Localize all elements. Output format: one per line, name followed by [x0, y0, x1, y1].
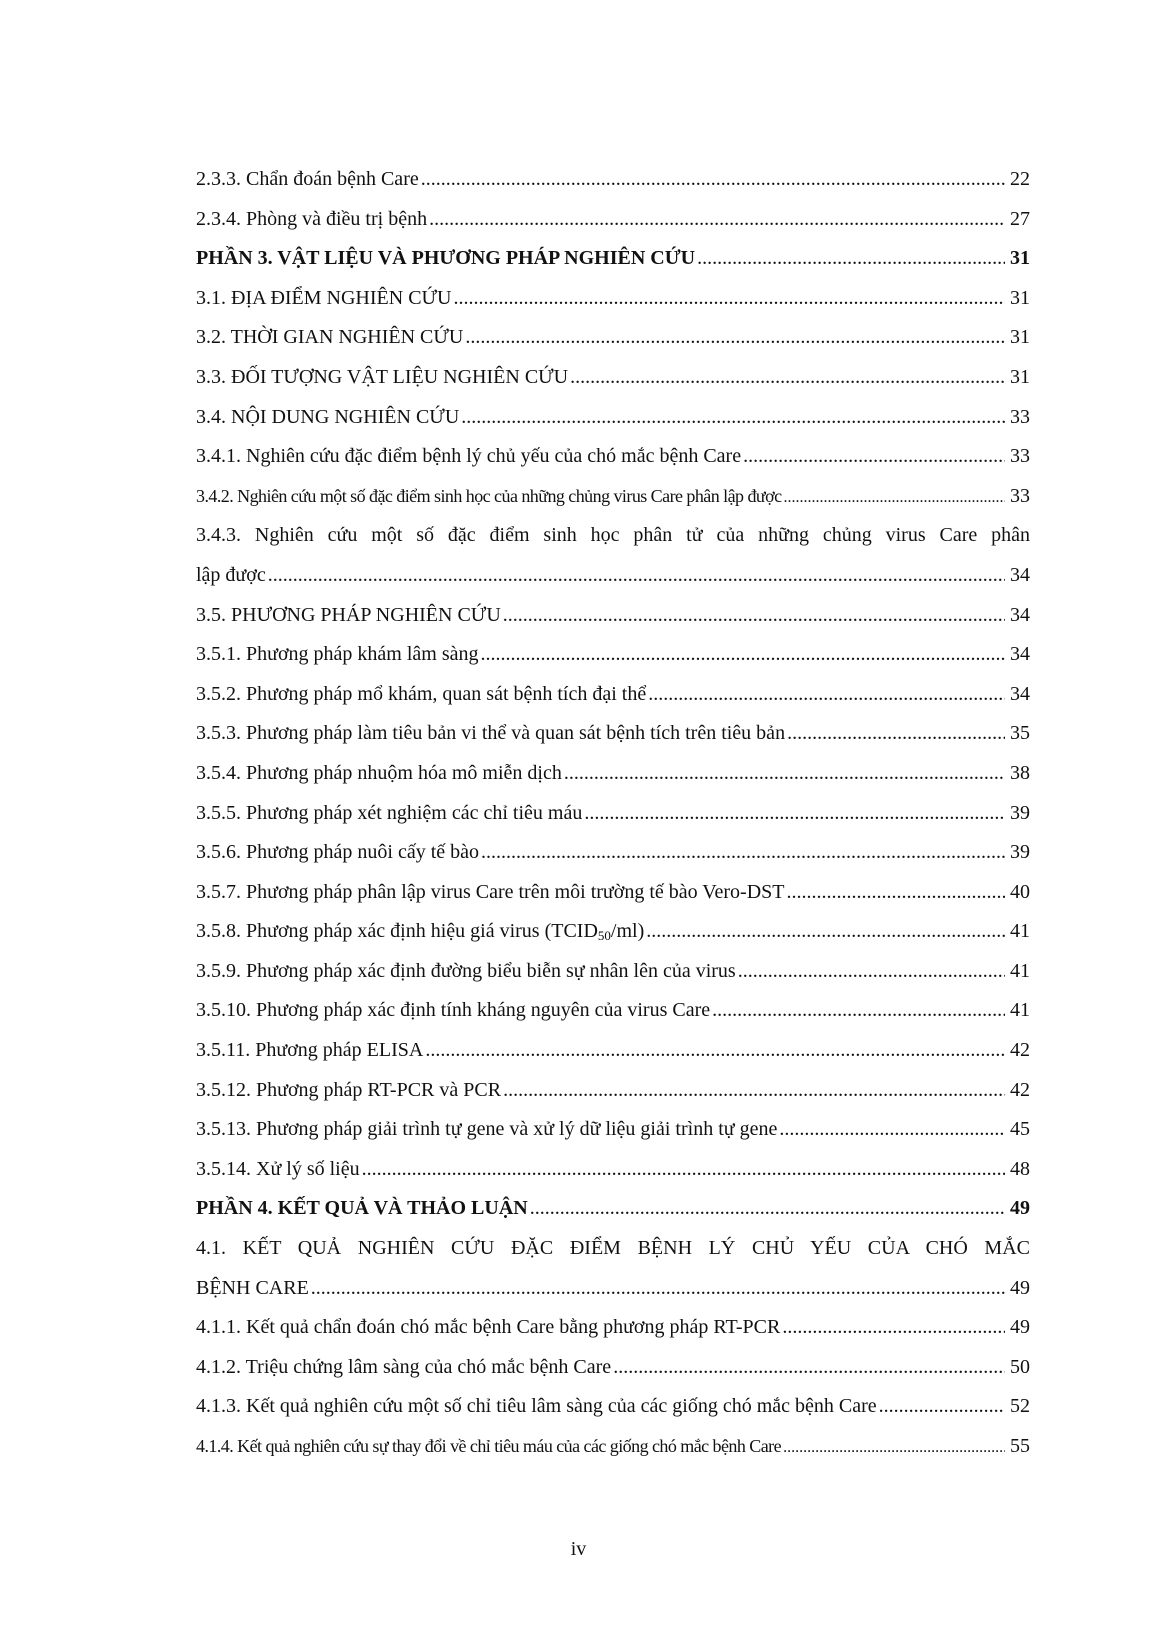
dot-leader [362, 1150, 1005, 1190]
toc-entry-3-5-14[interactable] [196, 1150, 1030, 1190]
toc-entry-title: 3.5.13. Phương pháp giải trình tự gene và xử lý dữ liệu giải trình tự gene [196, 1118, 778, 1141]
toc-entry-3-5-5[interactable] [196, 794, 1030, 834]
toc-entry-title: 3.4.1. Nghiên cứu đặc điểm bệnh lý chủ yếu của chó mắc bệnh Care [196, 445, 742, 468]
toc-entry-page: 31 [1010, 326, 1030, 349]
dot-leader [786, 873, 1005, 913]
dot-leader [784, 478, 1005, 517]
toc-entry-title: 3.1. ĐỊA ĐIỂM NGHIÊN CỨU [196, 286, 452, 309]
dot-leader [481, 833, 1005, 873]
toc-entry-4-1[interactable] [196, 1229, 1030, 1308]
toc-entry-title-line1: 4.1. KẾT QUẢ NGHIÊN CỨU ĐẶC ĐIỂM BỆNH LÝ CHỦ YẾU CỦA CHÓ MẮC [196, 1237, 1030, 1260]
toc-entry-part-4[interactable] [196, 1189, 1030, 1229]
toc-entry-title: 3.5.10. Phương pháp xác định tính kháng nguyên của virus Care [196, 999, 711, 1022]
table-of-contents [196, 160, 1030, 1467]
dot-leader [465, 318, 1005, 358]
toc-entry-page: 50 [1010, 1355, 1030, 1378]
toc-entry-2-3-3[interactable] [196, 160, 1030, 200]
toc-entry-title: 3.5.8. Phương pháp xác định hiệu giá virus $(TCID_{50}/ml)$ [196, 920, 645, 944]
toc-entry-title: 2.3.3. Chẩn đoán bệnh Care [196, 168, 419, 190]
toc-entry-2-3-4[interactable] [196, 200, 1030, 240]
dot-leader [530, 1189, 1005, 1229]
toc-entry-3-4-1[interactable] [196, 437, 1030, 477]
toc-entry-title: 3.5.7. Phương pháp phân lập virus Care trên môi trường tế bào Vero-DST [196, 880, 785, 903]
toc-entry-title: 4.1.2. Triệu chứng lâm sàng của chó mắc bệnh Care [196, 1355, 612, 1378]
toc-entry-page: 35 [1010, 722, 1030, 745]
toc-entry-title: 3.5.5. Phương pháp xét nghiệm các chỉ tiêu máu [196, 801, 583, 824]
toc-entry-3-5-6[interactable] [196, 833, 1030, 873]
toc-entry-page: 52 [1010, 1395, 1030, 1418]
toc-entry-title: 4.1.4. Kết quả nghiên cứu sự thay đổi về chỉ tiêu máu của các giống chó mắc bệnh Care [196, 1436, 782, 1456]
toc-entry-page: 27 [1010, 207, 1030, 230]
toc-entry-page: 33 [1010, 484, 1030, 507]
dot-leader [461, 398, 1005, 438]
toc-entry-page: 41 [1010, 999, 1030, 1022]
toc-entry-page: 34 [1010, 563, 1030, 586]
toc-entry-3-5-2[interactable] [196, 675, 1030, 715]
dot-leader [613, 1348, 1005, 1388]
toc-entry-3-5-13[interactable] [196, 1110, 1030, 1150]
dot-leader [564, 754, 1005, 794]
toc-entry-page: 39 [1010, 801, 1030, 824]
dot-leader [646, 912, 1005, 952]
toc-entry-3-5-11[interactable] [196, 1031, 1030, 1071]
toc-entry-3-5[interactable] [196, 596, 1030, 636]
dot-leader [787, 714, 1005, 754]
toc-entry-page: 39 [1010, 841, 1030, 864]
dot-leader [648, 675, 1005, 715]
toc-entry-title-line2: BỆNH CARE [196, 1276, 309, 1299]
toc-entry-page: 38 [1010, 761, 1030, 784]
page-number: iv [570, 1538, 587, 1560]
dot-leader [879, 1387, 1005, 1427]
toc-entry-page: 42 [1010, 1078, 1030, 1101]
dot-leader [697, 239, 1005, 279]
toc-entry-3-5-12[interactable] [196, 1071, 1030, 1111]
toc-entry-title: 3.4.2. Nghiên cứu một số đặc điểm sinh học của những chủng virus Care phân lập được [196, 485, 782, 506]
toc-entry-title: 3.3. ĐỐI TƯỢNG VẬT LIỆU NGHIÊN CỨU [196, 365, 569, 388]
toc-entry-3-5-4[interactable] [196, 754, 1030, 794]
dot-leader [311, 1269, 1005, 1309]
toc-entry-3-5-9[interactable] [196, 952, 1030, 992]
dot-leader [738, 952, 1005, 992]
toc-entry-page: 41 [1010, 959, 1030, 982]
toc-entry-3-5-7[interactable] [196, 873, 1030, 913]
dot-leader [584, 794, 1005, 834]
toc-entry-title: 3.5.3. Phương pháp làm tiêu bản vi thể và quan sát bệnh tích trên tiêu bản [196, 722, 786, 745]
dot-leader [712, 991, 1005, 1031]
toc-entry-title: 3.5.9. Phương pháp xác định đường biểu biễn sự nhân lên của virus [196, 959, 736, 982]
toc-entry-4-1-3[interactable] [196, 1387, 1030, 1427]
toc-entry-3-2[interactable] [196, 318, 1030, 358]
toc-entry-title: 3.5.11. Phương pháp ELISA [196, 1039, 424, 1062]
toc-entry-title: 3.5. PHƯƠNG PHÁP NGHIÊN CỨU [196, 603, 501, 626]
toc-entry-title: 4.1.3. Kết quả nghiên cứu một số chỉ tiêu lâm sàng của các giống chó mắc bệnh Care [196, 1395, 877, 1418]
toc-entry-title: 3.5.6. Phương pháp nuôi cấy tế bào [196, 841, 480, 864]
toc-entry-page: 49 [1010, 1197, 1030, 1220]
dot-leader [429, 200, 1005, 240]
toc-entry-page: 40 [1010, 880, 1030, 903]
dot-leader [503, 596, 1005, 636]
toc-entry-title: 3.5.12. Phương pháp RT-PCR và PCR [196, 1078, 502, 1101]
toc-entry-page: 48 [1010, 1157, 1030, 1180]
dot-leader [779, 1110, 1005, 1150]
toc-entry-page: 34 [1010, 643, 1030, 666]
toc-entry-4-1-2[interactable] [196, 1348, 1030, 1388]
toc-entry-title: 3.5.4. Phương pháp nhuộm hóa mô miễn dịch [196, 761, 562, 784]
toc-entry-3-1[interactable] [196, 279, 1030, 319]
toc-entry-page: 33 [1010, 405, 1030, 428]
dot-leader [425, 1031, 1005, 1071]
toc-entry-page: 49 [1010, 1316, 1030, 1339]
toc-entry-title: 2.3.4. Phòng và điều trị bệnh [196, 207, 428, 230]
toc-entry-page: 34 [1010, 682, 1030, 705]
toc-entry-page: 33 [1010, 445, 1030, 468]
toc-entry-part-3[interactable] [196, 239, 1030, 279]
toc-entry-title: 3.4. NỘI DUNG NGHIÊN CỨU [196, 405, 460, 428]
dot-leader [743, 437, 1005, 477]
toc-entry-title: PHẦN 4. KẾT QUẢ VÀ THẢO LUẬN [196, 1197, 528, 1220]
toc-entry-3-5-8[interactable] [196, 912, 1030, 952]
toc-entry-page: 41 [1010, 920, 1030, 943]
toc-entry-page: 42 [1010, 1039, 1030, 1062]
dot-leader [268, 556, 1005, 596]
toc-entry-3-5-1[interactable] [196, 635, 1030, 675]
toc-entry-page: 45 [1010, 1118, 1030, 1141]
toc-entry-title: 3.5.14. Xử lý số liệu [196, 1157, 360, 1180]
toc-entry-page: 22 [1010, 168, 1030, 190]
dot-leader [481, 635, 1006, 675]
toc-entry-3-4[interactable] [196, 398, 1030, 438]
toc-entry-title: 3.5.1. Phương pháp khám lâm sàng [196, 643, 479, 666]
toc-entry-3-5-10[interactable] [196, 991, 1030, 1031]
toc-entry-title-line1: 3.4.3. Nghiên cứu một số đặc điểm sinh học phân tử của những chủng virus Care phân [196, 524, 1030, 547]
toc-entry-title: 3.2. THỜI GIAN NGHIÊN CỨU [196, 326, 464, 349]
dot-leader [421, 160, 1005, 200]
toc-entry-page: 31 [1010, 247, 1030, 270]
toc-entry-page: 49 [1010, 1276, 1030, 1299]
toc-entry-3-3[interactable] [196, 358, 1030, 398]
dot-leader [454, 279, 1006, 319]
toc-entry-page: 31 [1010, 286, 1030, 309]
toc-entry-4-1-4[interactable] [196, 1427, 1030, 1467]
toc-entry-3-5-3[interactable] [196, 714, 1030, 754]
dot-leader [503, 1071, 1005, 1111]
toc-entry-title: PHẦN 3. VẬT LIỆU VÀ PHƯƠNG PHÁP NGHIÊN CỨU [196, 247, 696, 270]
toc-entry-title: 4.1.1. Kết quả chẩn đoán chó mắc bệnh Care bằng phương pháp RT-PCR [196, 1316, 781, 1339]
toc-entry-3-4-3[interactable] [196, 516, 1030, 595]
toc-entry-title: 3.5.2. Phương pháp mổ khám, quan sát bệnh tích đại thể [196, 682, 647, 705]
toc-entry-title-line2: lập được [196, 563, 266, 586]
toc-entry-page: 31 [1010, 365, 1030, 388]
dot-leader [782, 1308, 1005, 1348]
toc-entry-3-4-2[interactable] [196, 477, 1030, 517]
dot-leader [783, 1428, 1005, 1467]
toc-entry-page: 55 [1010, 1435, 1030, 1457]
toc-entry-page: 34 [1010, 603, 1030, 626]
dot-leader [570, 358, 1005, 398]
toc-entry-4-1-1[interactable] [196, 1308, 1030, 1348]
